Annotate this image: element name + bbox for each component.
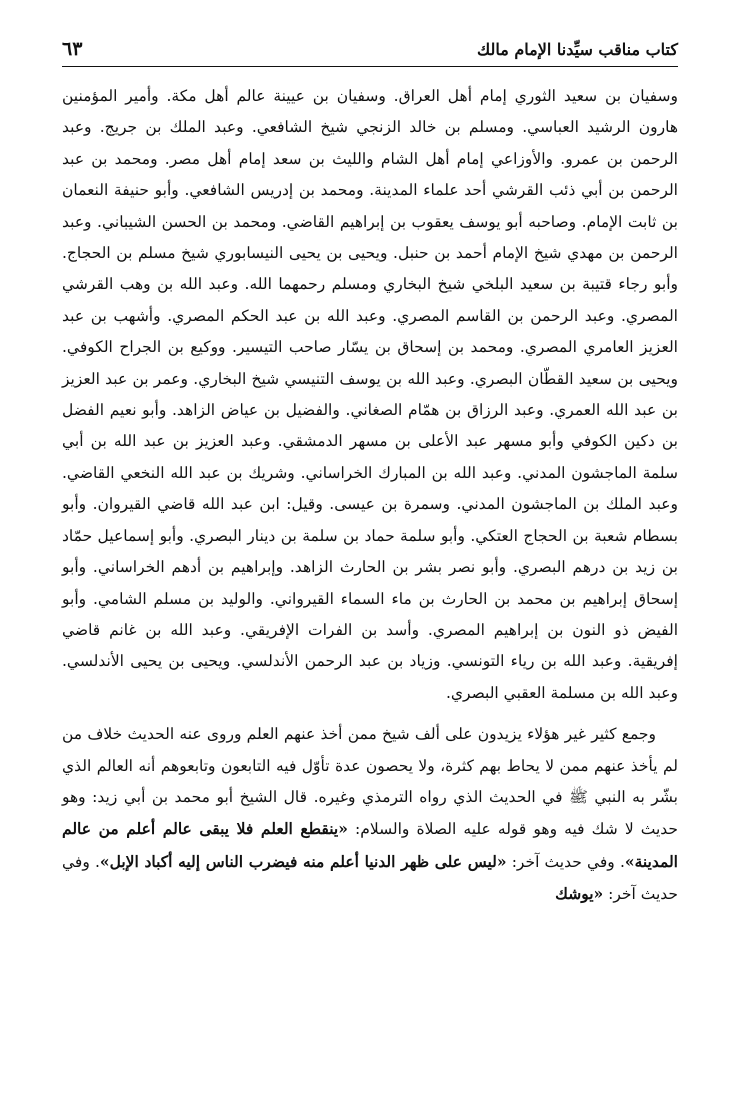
hadith-quote: «ينقطع العلم فلا يبقى عالم أعلم من عالم المدينة» xyxy=(62,819,678,871)
text-segment: وسفيان بن سعيد الثوري إمام أهل العراق. وسفيان بن عيينة عالم أهل مكة. وأمير المؤمنين هارون الرشيد العباسي. ومسلم بن خالد الزنجي شيخ الشافعي. وعبد الملك بن جريج. وعبد الرحمن بن عمرو. والأوزاعي إمام أهل الشام والليث بن سعد إمام أهل مصر. ومحمد بن عبد الرحمن بن أبي ذئب القرشي أحد علماء المدينة. ومحمد بن إدريس الشافعي. وأبو حنيفة النعمان بن ثابت الإمام. وصاحبه أبو يوسف يعقوب بن إبراهيم القاضي. ومحمد بن الحسن الشيباني. وعبد الرحمن بن مهدي شيخ الإمام أحمد بن حنبل. ويحيى بن يحيى النيسابوري شيخ مسلم بن الحجاج. وأبو رجاء قتيبة بن سعيد البلخي شيخ البخاري ومسلم رحمهما الله. وعبد الله بن وهب القرشي المصري. وعبد الرحمن بن القاسم المصري. وعبد الله بن عبد الحكم المصري. وأشهب بن عبد العزيز العامري المصري. ومحمد بن إسحاق بن يسّار صاحب التيسير. ووكيع بن الجراح الكوفي. ويحيى بن سعيد القطّان البصري. وعبد الله بن يوسف التنيسي شيخ البخاري. وعمر بن عبد العزيز بن عبد الله العمري. وعبد الرزاق بن همّام الصغاني. والفضيل بن عياض الزاهد. وأبو نعيم الفضل بن دكين الكوفي وأبو مسهر عبد الأعلى بن مسهر الدمشقي. وعبد العزيز بن عبد الله بن أبي سلمة الماجشون المدني. وعبد الله بن المبارك الخراساني. وشريك بن عبد الله النخعي القاضي. وعبد الملك بن الماجشون المدني. وسمرة بن عيسى. وقيل: ابن عبد الله قاضي القيروان. وأبو بسطام شعبة بن الحجاج العتكي. وأبو سلمة حماد بن سلمة بن دينار البصري. وأبو إسماعيل حمّاد بن زيد بن درهم البصري. وأبو نصر بشر بن الحارث الزاهد. وإبراهيم بن أدهم الخراساني. وأبو إسحاق إبراهيم بن محمد بن الحارث بن ماء السماء القيرواني. والوليد بن مسلم الشامي. وأبو الفيض ذو النون بن إبراهيم المصري. وأسد بن الفرات الإفريقي. وعبد الله بن غانم قاضي إفريقية. وعبد الله بن رياء التونسي. وزياد بن عبد الرحمن الأندلسي. ويحيى بن يحيى الأندلسي. وعبد الله بن مسلمة العقبي البصري. xyxy=(62,87,678,702)
book-title: كتاب مناقب سيِّدنا الإمام مالك xyxy=(477,40,678,59)
text-segment: وجمع كثير غير هؤلاء يزيدون على ألف شيخ ممن أخذ عنهم العلم وروى عنه الحديث خلاف من لم يأخذ عنهم ممن لا يحاط بهم كثرة، ولا يحصون عدة تأوّل فيه التابعون وتابعوهم أنه العالم الذي بشّر به النبي ﷺ في الحديث الذي رواه الترمذي وغيره. قال الشيخ أبو محمد بن أبي زيد: وهو حديث لا شك فيه وهو قوله عليه الصلاة والسلام: xyxy=(62,725,678,839)
paragraph xyxy=(62,81,678,709)
hadith-quote: «يوشك xyxy=(555,884,604,904)
page-body xyxy=(62,81,678,911)
running-header xyxy=(62,38,678,67)
text-segment: . وفي حديث آخر: xyxy=(506,852,625,871)
paragraph xyxy=(62,719,678,910)
page-number: ٦٣ xyxy=(62,38,83,60)
hadith-quote: «ليس على ظهر الدنيا أعلم منه فيضرب الناس إليه أكباد الإبل» xyxy=(99,851,507,871)
text-segment: . وفي حديث آخر: xyxy=(62,852,678,904)
